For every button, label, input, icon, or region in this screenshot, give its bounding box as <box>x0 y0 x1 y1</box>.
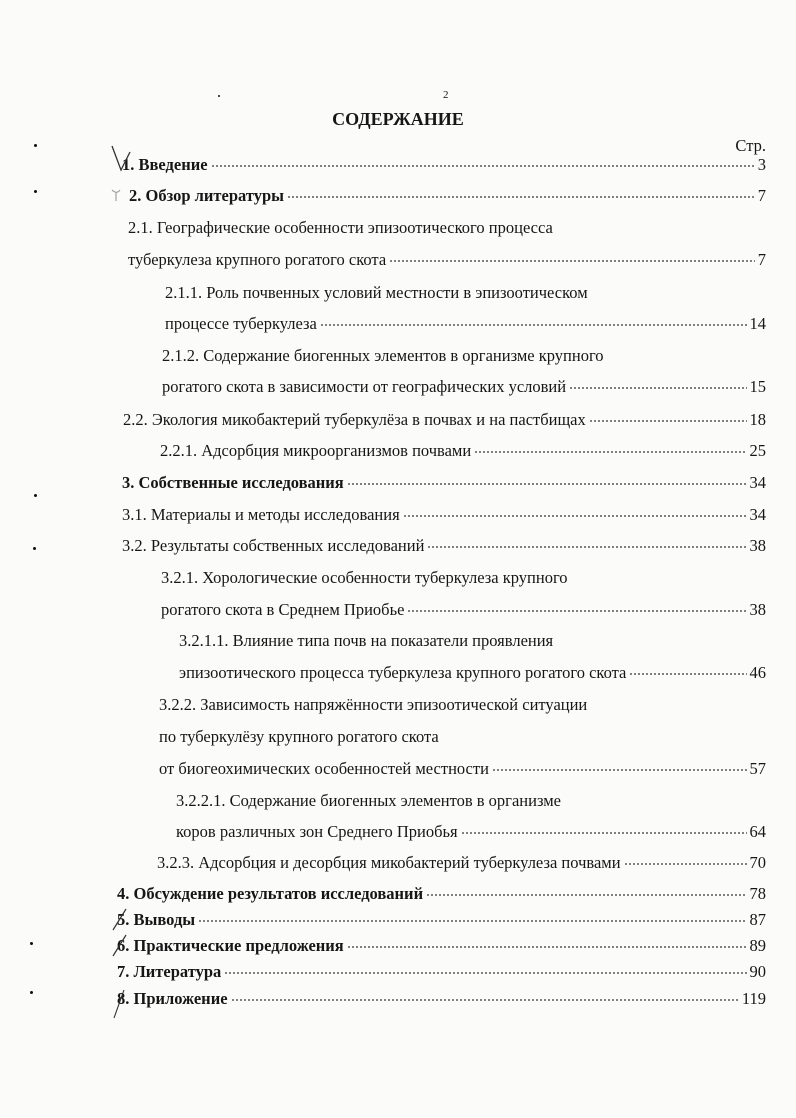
toc-entry-page: 18 <box>749 410 766 429</box>
toc-entry-title: 4. Обсуждение результатов исследований <box>117 884 424 903</box>
toc-entry <box>160 441 766 461</box>
toc-entry-title: 7. Литература <box>117 962 222 981</box>
toc-entry-title: 3. Собственные исследования <box>122 473 344 492</box>
toc-entry <box>117 962 766 982</box>
toc-entry <box>128 250 766 270</box>
toc-entry-title: 5. Выводы <box>117 910 196 929</box>
toc-entry-page: 7 <box>757 250 766 269</box>
toc-entry-title: 2. Обзор литературы <box>129 186 285 205</box>
toc-entry <box>179 663 766 683</box>
toc-entry-title: 6. Практические предложения <box>117 936 344 955</box>
leader-dots <box>211 158 755 168</box>
toc-entry-page: 70 <box>749 853 766 872</box>
pencil-check-mark <box>110 984 134 1024</box>
toc-entry-title-line: 2.1.2. Содержание биогенных элементов в организме крупного <box>162 346 604 365</box>
toc-entry-title: 3.2.3. Адсорбция и десорбция микобактерий туберкулеза почвами <box>157 853 621 872</box>
toc-entry <box>161 600 766 620</box>
toc-entry-title: рогатого скота в зависимости от географических условий <box>162 377 567 396</box>
toc-entry <box>165 314 766 334</box>
toc-entry-title-line: 3.2.1. Хорологические особенности туберкулеза крупного <box>161 568 568 587</box>
page-title: СОДЕРЖАНИЕ <box>332 109 464 129</box>
toc-entry <box>122 473 766 493</box>
leader-dots <box>589 413 747 423</box>
page-number: 2 <box>443 89 449 101</box>
toc-entry-page: 46 <box>749 663 766 682</box>
toc-entry <box>122 155 766 175</box>
toc-entry <box>176 822 766 842</box>
leader-dots <box>224 965 746 975</box>
leader-dots <box>347 476 747 486</box>
toc-entry-title: эпизоотического процесса туберкулеза крупного рогатого скота <box>179 663 627 682</box>
toc-entry-page: 25 <box>749 441 766 460</box>
scan-speck <box>34 144 37 147</box>
leader-dots <box>474 444 746 454</box>
scan-speck <box>34 190 37 193</box>
leader-dots <box>320 317 747 327</box>
leader-dots <box>389 253 755 263</box>
toc-entry-page: 90 <box>749 962 766 981</box>
page-column-label: Стр. <box>735 136 766 155</box>
toc-entry-page: 34 <box>749 505 766 524</box>
scan-speck <box>218 95 220 97</box>
leader-dots <box>403 508 747 518</box>
toc-entry <box>157 853 766 873</box>
toc-entry-page: 38 <box>749 536 766 555</box>
toc-entry-page: 119 <box>741 989 766 1008</box>
leader-dots <box>569 380 746 390</box>
leader-dots <box>629 666 746 676</box>
toc-entry-title: 3.1. Материалы и методы исследования <box>122 505 400 524</box>
toc-entry-title: рогатого скота в Среднем Приобье <box>161 600 405 619</box>
toc-entry-title-line: 2.1.1. Роль почвенных условий местности в эпизоотическом <box>165 283 588 302</box>
toc-entry-title: 1. Введение <box>122 155 208 174</box>
toc-entry-title-line: 3.2.2.1. Содержание биогенных элементов в организме <box>176 791 561 810</box>
leader-dots <box>461 825 747 835</box>
scan-speck <box>33 547 36 550</box>
toc-entry <box>122 505 766 525</box>
leader-dots <box>407 603 746 613</box>
leader-dots <box>624 856 747 866</box>
toc-entry-title-line: 2.1. Географические особенности эпизоотического процесса <box>128 218 553 237</box>
leader-dots <box>492 762 747 772</box>
toc-entry-page: 34 <box>749 473 766 492</box>
leader-dots <box>426 887 746 897</box>
toc-entry <box>162 377 766 397</box>
toc-entry <box>123 410 766 430</box>
pencil-check-mark <box>106 184 128 204</box>
pencil-check-mark <box>110 931 134 961</box>
toc-entry <box>117 989 766 1009</box>
scan-speck <box>30 991 33 994</box>
toc-entry <box>117 936 766 956</box>
toc-entry-page: 89 <box>749 936 766 955</box>
toc-entry-page: 14 <box>749 314 766 333</box>
leader-dots <box>427 539 746 549</box>
toc-entry-title: от биогеохимических особенностей местности <box>159 759 489 778</box>
toc-entry-title: 2.2.1. Адсорбция микроорганизмов почвами <box>160 441 472 460</box>
toc-entry-title: коров различных зон Среднего Приобья <box>176 822 458 841</box>
toc-entry <box>129 186 766 206</box>
toc-entry <box>159 759 766 779</box>
toc-entry-page: 87 <box>749 910 766 929</box>
toc-entry-title-line: 3.2.2. Зависимость напряжённости эпизоотической ситуации <box>159 695 588 714</box>
toc-entry-page: 78 <box>749 884 766 903</box>
toc-entry-title-line: 3.2.1.1. Влияние типа почв на показатели проявления <box>179 631 554 650</box>
toc-entry <box>117 884 766 904</box>
toc-entry-title-line: по туберкулёзу крупного рогатого скота <box>159 727 439 746</box>
toc-entry-title: процессе туберкулеза <box>165 314 317 333</box>
toc-entry-page: 3 <box>757 155 766 174</box>
toc-entry-page: 38 <box>749 600 766 619</box>
leader-dots <box>347 939 747 949</box>
toc-entry-page: 57 <box>749 759 766 778</box>
toc-entry-title: 2.2. Экология микобактерий туберкулёза в почвах и на пастбищах <box>123 410 586 429</box>
toc-entry-page: 15 <box>749 377 766 396</box>
toc-entry <box>117 910 766 930</box>
toc-entry-page: 7 <box>757 186 766 205</box>
toc-entry-title: 3.2. Результаты собственных исследований <box>122 536 425 555</box>
scan-speck <box>34 494 37 497</box>
toc-entry <box>122 536 766 556</box>
toc-entry-page: 64 <box>749 822 766 841</box>
pencil-check-mark <box>108 142 138 176</box>
toc-entry-title: 8. Приложение <box>117 989 228 1008</box>
leader-dots <box>231 992 739 1002</box>
leader-dots <box>198 913 746 923</box>
toc-entry-title: туберкулеза крупного рогатого скота <box>128 250 387 269</box>
scan-speck <box>30 942 33 945</box>
leader-dots <box>287 189 755 199</box>
